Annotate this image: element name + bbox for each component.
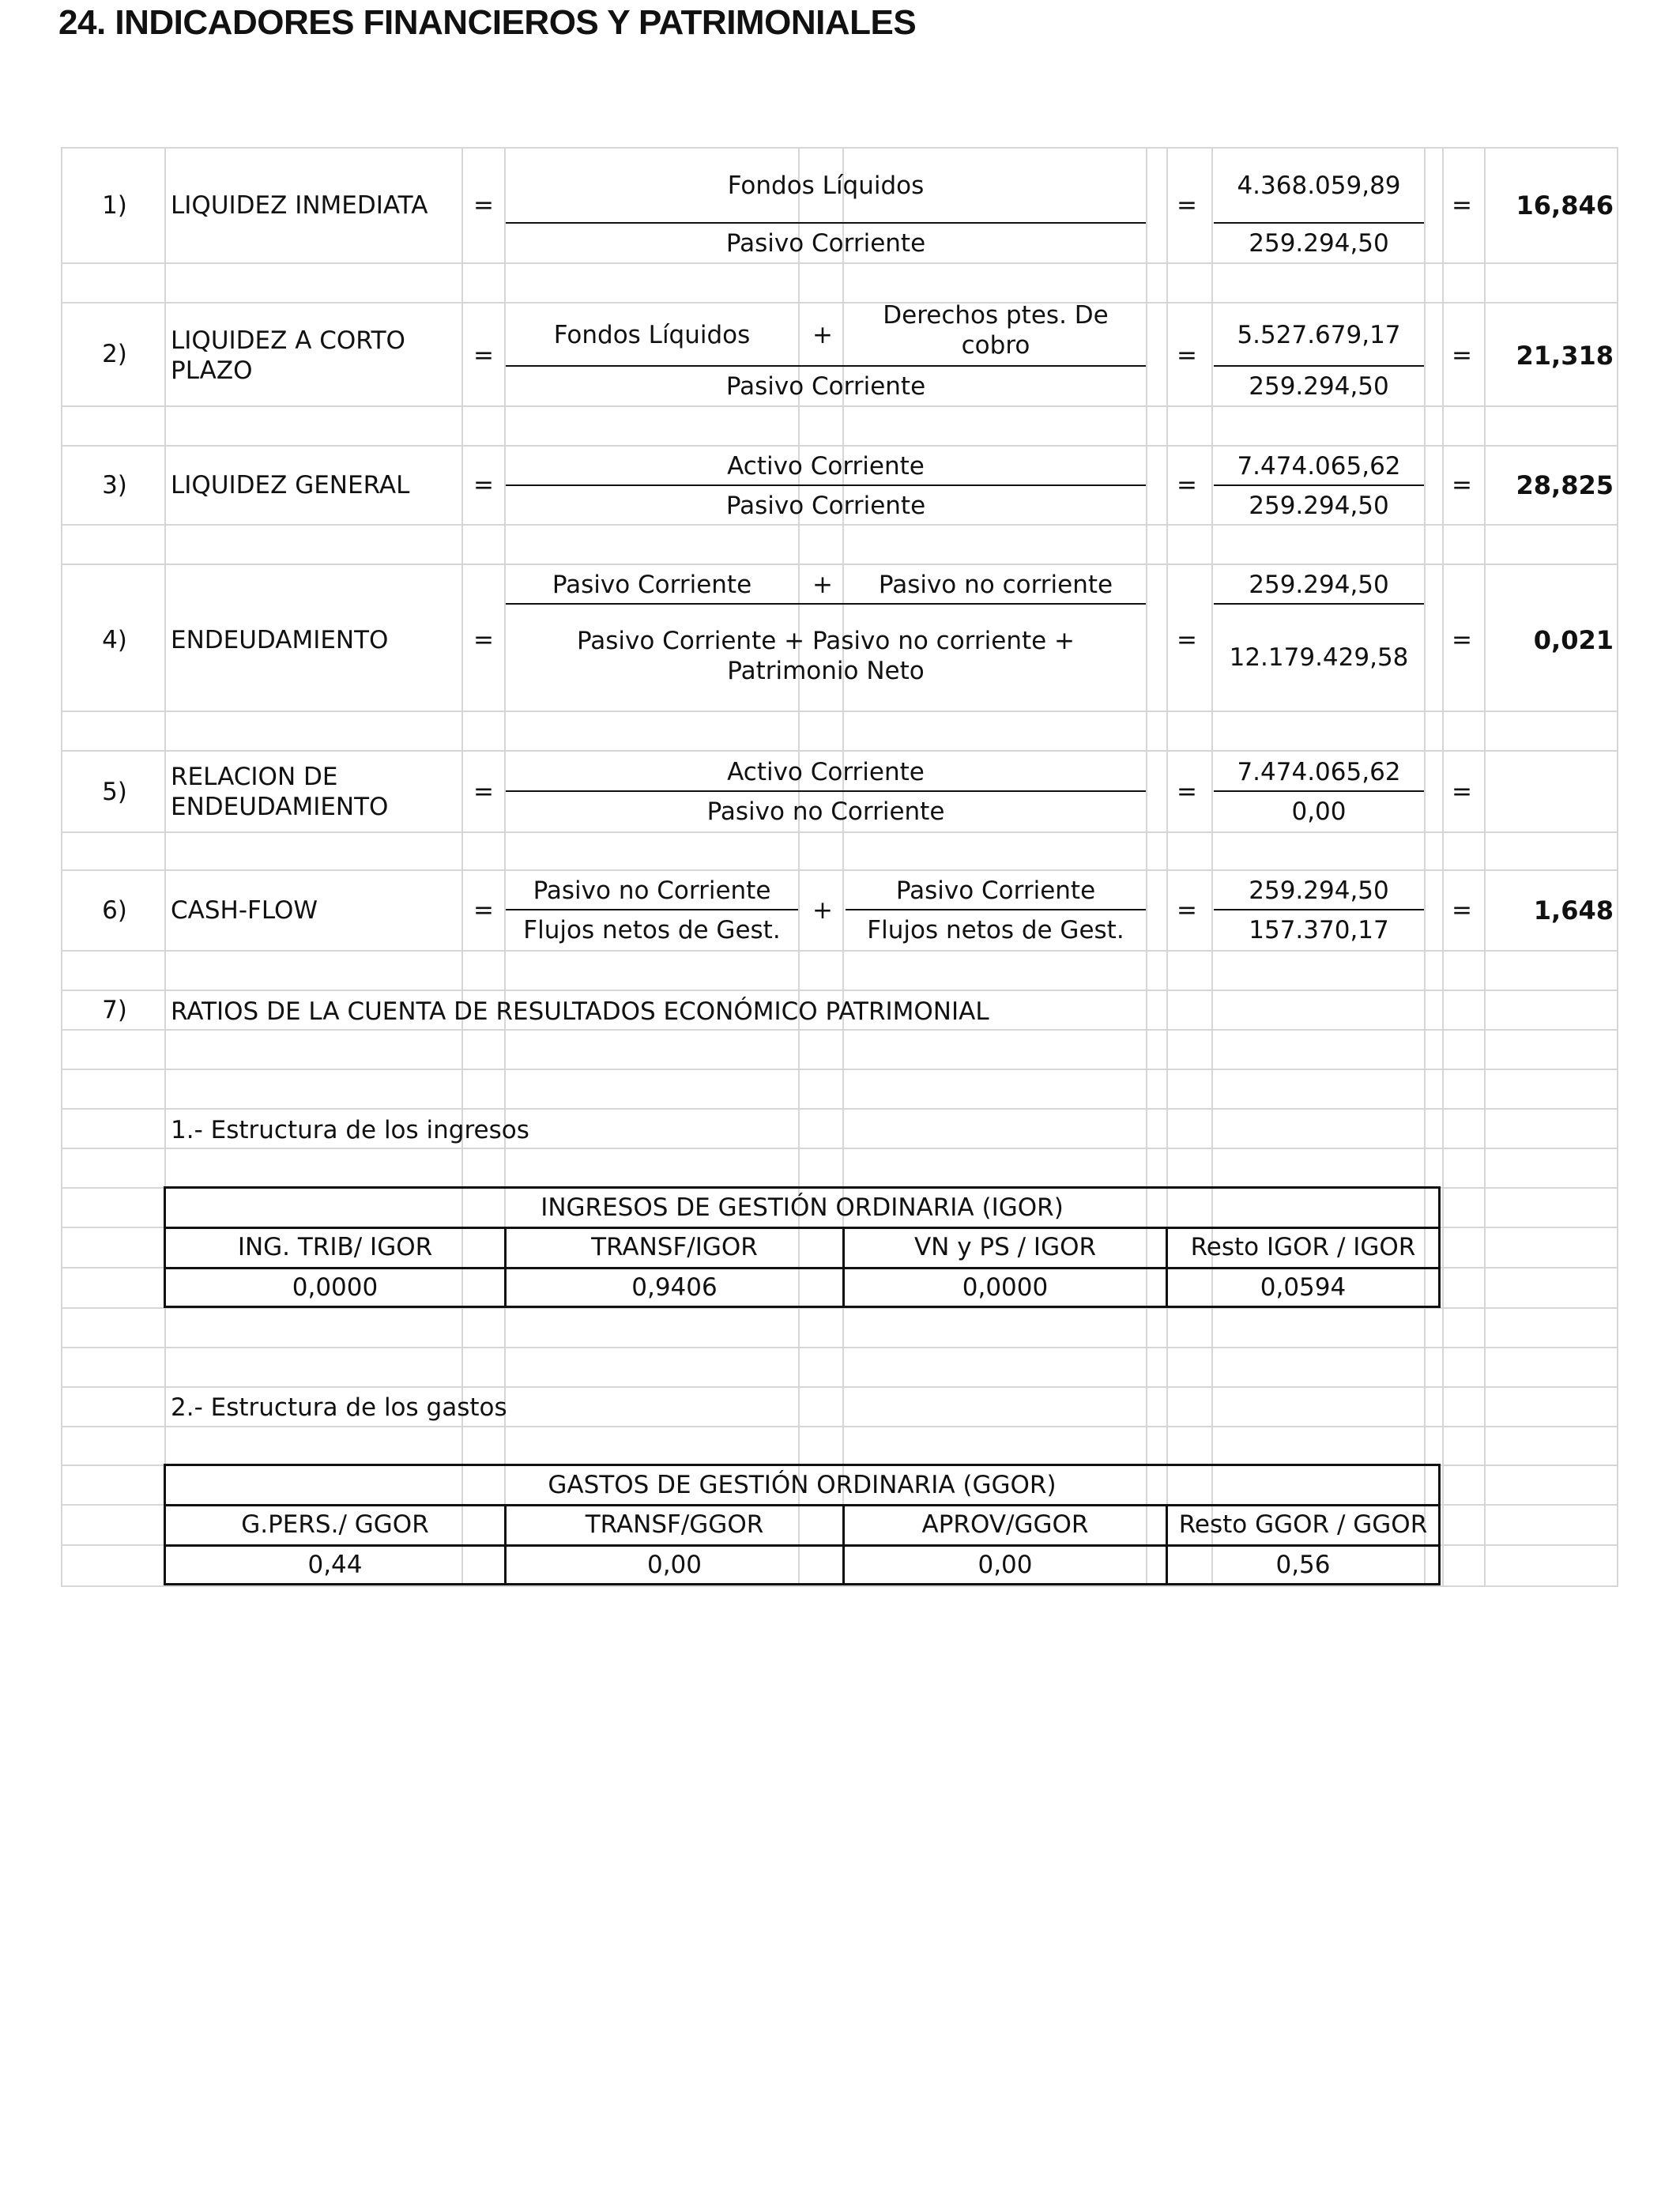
gastos-heading: 2.- Estructura de los gastos xyxy=(171,1393,507,1422)
equals-sign: = xyxy=(473,896,494,925)
fraction-line xyxy=(1214,909,1424,910)
gastos-table-title: GASTOS DE GESTIÓN ORDINARIA (GGOR) xyxy=(548,1471,1057,1499)
numerator-value: 7.474.065,62 xyxy=(1237,758,1401,786)
gridline-vertical xyxy=(798,147,800,1585)
fraction-line xyxy=(1214,365,1424,367)
equals-sign: = xyxy=(1452,191,1472,220)
formula-denominator: Pasivo no Corriente xyxy=(706,797,945,826)
ratio-result: 21,318 xyxy=(1516,341,1614,371)
fraction-line xyxy=(506,222,1146,224)
gridline-horizontal xyxy=(61,147,1618,149)
gridline-horizontal xyxy=(61,1347,1618,1348)
numerator-value: 259.294,50 xyxy=(1249,571,1389,599)
gridline-horizontal xyxy=(61,990,1618,991)
equals-sign: = xyxy=(1177,626,1197,654)
fraction-line xyxy=(506,790,1146,792)
equals-sign: = xyxy=(1177,341,1197,370)
fraction-line xyxy=(1214,790,1424,792)
equals-sign: = xyxy=(473,191,494,220)
fraction-line xyxy=(506,365,1146,367)
ratio-name: LIQUIDEZ A CORTO PLAZO xyxy=(171,326,405,385)
fraction-a-numerator: Pasivo no Corriente xyxy=(533,876,771,905)
gridline-horizontal xyxy=(61,524,1618,526)
gridline-vertical xyxy=(1484,147,1486,1585)
gridline-vertical xyxy=(1617,147,1618,1585)
ratio-name: CASH-FLOW xyxy=(171,896,318,925)
gridline-vertical xyxy=(1211,147,1213,1585)
ratio-name: LIQUIDEZ GENERAL xyxy=(171,471,410,499)
gridline-horizontal xyxy=(61,302,1618,303)
gridline-horizontal xyxy=(61,1029,1618,1031)
gridline-vertical xyxy=(504,147,506,1585)
formula-numerator: Activo Corriente xyxy=(727,452,925,481)
ratio-number: 1) xyxy=(102,191,127,220)
equals-sign: = xyxy=(1452,471,1472,499)
fraction-line xyxy=(506,484,1146,486)
fraction-b-denominator: Flujos netos de Gest. xyxy=(867,916,1124,944)
denominator-value: 259.294,50 xyxy=(1249,492,1389,520)
denominator-value: 259.294,50 xyxy=(1249,372,1389,401)
gastos-value: 0,56 xyxy=(1275,1551,1331,1579)
equals-sign: = xyxy=(1452,626,1472,654)
gridline-horizontal xyxy=(61,1585,1618,1587)
gridline-horizontal xyxy=(61,564,1618,565)
plus-sign: + xyxy=(812,321,833,349)
ingresos-col-header: TRANSF/IGOR xyxy=(591,1233,758,1261)
denominator-value: 12.179.429,58 xyxy=(1229,643,1409,672)
ingresos-col-header: Resto IGOR / IGOR xyxy=(1190,1233,1416,1261)
fraction-b-numerator: Pasivo Corriente xyxy=(895,876,1096,905)
formula-denominator: Pasivo Corriente xyxy=(725,229,926,258)
fraction-line xyxy=(846,909,1146,910)
page-title: 24. INDICADORES FINANCIEROS Y PATRIMONIALES xyxy=(58,3,917,42)
equals-sign: = xyxy=(1177,896,1197,925)
numerator-value: 259.294,50 xyxy=(1249,876,1389,905)
ingresos-value: 0,0594 xyxy=(1260,1273,1347,1302)
ratio-result: 0,021 xyxy=(1533,625,1614,655)
ratio-name: ENDEUDAMIENTO xyxy=(171,626,389,654)
equals-sign: = xyxy=(1452,778,1472,806)
plus-sign: + xyxy=(812,571,833,599)
gridline-vertical xyxy=(1424,147,1426,1585)
formula-denominator: Pasivo Corriente xyxy=(725,372,926,401)
equals-sign: = xyxy=(1177,778,1197,806)
formula-numerator: Fondos Líquidos xyxy=(727,172,925,200)
ratio-result xyxy=(1487,776,1614,808)
gridline-horizontal xyxy=(61,262,1618,264)
formula-numerator-a: Fondos Líquidos xyxy=(553,321,751,349)
formula-numerator-a: Pasivo Corriente xyxy=(552,571,752,599)
numerator-value: 4.368.059,89 xyxy=(1237,172,1401,200)
formula-denominator: Pasivo Corriente + Pasivo no corriente + Patrimonio Neto xyxy=(576,627,1075,685)
gastos-col-header: Resto GGOR / GGOR xyxy=(1178,1510,1428,1539)
gridline-vertical xyxy=(842,147,844,1585)
gastos-col-header: TRANSF/GGOR xyxy=(585,1510,764,1539)
fraction-a-denominator: Flujos netos de Gest. xyxy=(523,916,781,944)
numerator-value: 7.474.065,62 xyxy=(1237,452,1401,481)
ratio-number: 4) xyxy=(102,626,127,654)
ingresos-col-header: VN y PS / IGOR xyxy=(913,1233,1097,1261)
denominator-value: 259.294,50 xyxy=(1249,229,1389,258)
plus-sign: + xyxy=(812,896,833,925)
gridline-horizontal xyxy=(61,831,1618,833)
gridline-horizontal xyxy=(61,1069,1618,1070)
gridline-horizontal xyxy=(61,1426,1618,1427)
fraction-line xyxy=(1214,222,1424,224)
gridline-horizontal xyxy=(61,1148,1618,1149)
ratio-number: 6) xyxy=(102,896,127,925)
gastos-value: 0,44 xyxy=(307,1551,363,1579)
ingresos-col-header: ING. TRIB/ IGOR xyxy=(237,1233,433,1261)
section-title: RATIOS DE LA CUENTA DE RESULTADOS ECONÓMICO PATRIMONIAL xyxy=(171,997,989,1026)
gridline-horizontal xyxy=(61,1386,1618,1388)
gridline-vertical xyxy=(461,147,463,1585)
gridline-vertical xyxy=(1166,147,1168,1585)
gridline-horizontal xyxy=(61,869,1618,871)
ratio-number: 5) xyxy=(102,778,127,806)
equals-sign: = xyxy=(1177,471,1197,499)
equals-sign: = xyxy=(473,778,494,806)
formula-numerator-b: Pasivo no corriente xyxy=(878,571,1113,599)
gridline-horizontal xyxy=(61,711,1618,712)
gridline-horizontal xyxy=(61,750,1618,752)
formula-numerator: Activo Corriente xyxy=(727,758,925,786)
gastos-value: 0,00 xyxy=(646,1551,703,1579)
ratio-number: 7) xyxy=(102,996,127,1024)
fraction-line xyxy=(506,603,1146,605)
denominator-value: 157.370,17 xyxy=(1249,916,1389,944)
gridline-horizontal xyxy=(61,445,1618,447)
equals-sign: = xyxy=(1452,896,1472,925)
ratio-name: LIQUIDEZ INMEDIATA xyxy=(171,191,428,220)
equals-sign: = xyxy=(473,471,494,499)
equals-sign: = xyxy=(1452,341,1472,370)
gridline-horizontal xyxy=(61,950,1618,952)
ingresos-heading: 1.- Estructura de los ingresos xyxy=(171,1116,529,1144)
equals-sign: = xyxy=(473,626,494,654)
ratio-name: RELACION DE ENDEUDAMIENTO xyxy=(171,763,389,821)
gastos-value: 0,00 xyxy=(977,1551,1033,1579)
ingresos-value: 0,0000 xyxy=(962,1273,1049,1302)
gastos-col-header: APROV/GGOR xyxy=(921,1510,1089,1539)
gridline-vertical xyxy=(1442,147,1444,1585)
ingresos-table-title: INGRESOS DE GESTIÓN ORDINARIA (IGOR) xyxy=(541,1193,1064,1222)
ratio-number: 2) xyxy=(102,340,127,368)
fraction-line xyxy=(506,909,798,910)
ratio-result: 28,825 xyxy=(1516,470,1614,500)
ratio-result: 16,846 xyxy=(1516,190,1614,221)
ingresos-value: 0,0000 xyxy=(292,1273,379,1302)
formula-denominator: Pasivo Corriente xyxy=(725,492,926,520)
gridline-vertical xyxy=(61,147,62,1585)
formula-numerator-b: Derechos ptes. De cobro xyxy=(883,301,1109,360)
numerator-value: 5.527.679,17 xyxy=(1237,321,1401,349)
gastos-col-header: G.PERS./ GGOR xyxy=(241,1510,429,1539)
ingresos-value: 0,9406 xyxy=(631,1273,718,1302)
fraction-line xyxy=(1214,603,1424,605)
gridline-horizontal xyxy=(61,1108,1618,1110)
equals-sign: = xyxy=(1177,191,1197,220)
ratio-number: 3) xyxy=(102,471,127,499)
gridline-horizontal xyxy=(61,405,1618,407)
denominator-value: 0,00 xyxy=(1291,797,1347,826)
equals-sign: = xyxy=(473,341,494,370)
ratio-result: 1,648 xyxy=(1533,895,1614,925)
fraction-line xyxy=(1214,484,1424,486)
gridline-vertical xyxy=(1146,147,1147,1585)
